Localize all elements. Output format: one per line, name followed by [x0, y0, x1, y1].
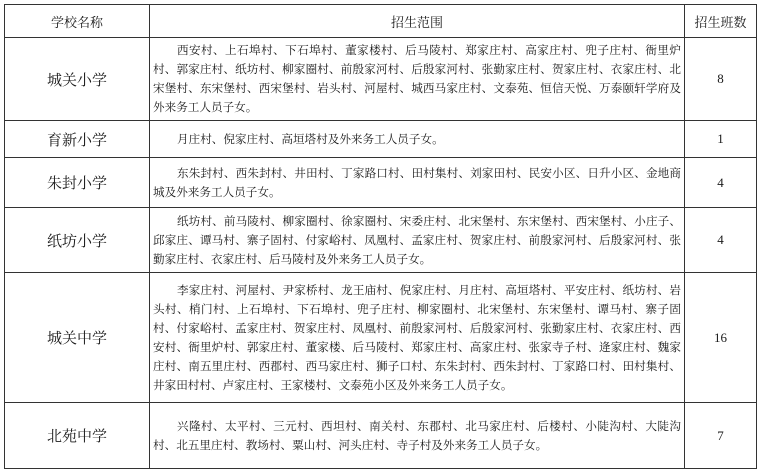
enrollment-range-cell	[150, 208, 685, 273]
class-count: 8	[685, 38, 757, 121]
class-count: 7	[685, 403, 757, 469]
enrollment-range-cell	[150, 403, 685, 469]
class-count: 1	[685, 121, 757, 158]
class-count: 4	[685, 158, 757, 208]
enrollment-table	[4, 4, 757, 469]
school-name: 朱封小学	[5, 158, 150, 208]
school-name: 北苑中学	[5, 403, 150, 469]
enrollment-range-text: 西安村、上石埠村、下石埠村、董家楼村、后马陵村、郑家庄村、高家庄村、兜子庄村、衙里炉村、郭家庄村、纸坊村、柳家圈村、前殷家河村、后殷家河村、张勤家庄村、贺家庄村、衣家庄村、北宋堡村、东宋堡村、西宋堡村、岩头村、河屋村、城西马家庄村、文泰苑、恒信天悦、万泰颐轩学府及外来务工人员子女。	[153, 43, 681, 114]
school-name: 城关中学	[5, 273, 150, 403]
table-header-row	[5, 5, 757, 38]
table-row	[5, 121, 757, 158]
enrollment-range-text: 月庄村、倪家庄村、高垣塔村及外来务工人员子女。	[177, 131, 444, 146]
enrollment-range-cell	[150, 158, 685, 208]
table-row	[5, 403, 757, 469]
enrollment-range-text: 兴隆村、太平村、三元村、西坦村、南关村、东郡村、北马家庄村、后楼村、小陡沟村、大陡沟村、北五里庄村、教场村、粟山村、河头庄村、寺子村及外来务工人员子女。	[153, 418, 681, 452]
table-row	[5, 158, 757, 208]
header-school-name: 学校名称	[5, 5, 150, 38]
header-enrollment-range: 招生范围	[150, 5, 685, 38]
class-count: 4	[685, 208, 757, 273]
table-row	[5, 38, 757, 121]
class-count: 16	[685, 273, 757, 403]
enrollment-range-text: 纸坊村、前马陵村、柳家圈村、徐家圈村、宋委庄村、北宋堡村、东宋堡村、西宋堡村、小庄子、邱家庄、谭马村、寨子固村、付家峪村、凤凰村、孟家庄村、贺家庄村、前殷家河村、后殷家河村、张勤家庄村、衣家庄村、后马陵村及外来务工人员子女。	[153, 213, 681, 266]
header-class-count: 招生班数	[685, 5, 757, 38]
enrollment-range-cell	[150, 38, 685, 121]
enrollment-range-text: 东朱封村、西朱封村、井田村、丁家路口村、田村集村、刘家田村、民安小区、日升小区、金地商城及外来务工人员子女。	[153, 165, 681, 199]
enrollment-range-text: 李家庄村、河屋村、尹家桥村、龙王庙村、倪家庄村、月庄村、高垣塔村、平安庄村、纸坊村、岩头村、梢门村、上石埠村、下石埠村、兜子庄村、柳家圈村、北宋堡村、东宋堡村、谭马村、寨子固村、付家峪村、孟家庄村、贺家庄村、凤凰村、前殷家河村、后殷家河村、张勤家庄村、衣家庄村、西安村、衙里炉村、郭家庄村、董家楼、后马陵村、郑家庄村、高家庄村、张家寺子村、逄家庄村、魏家庄村、南五里庄村、西郡村、西马家庄村、狮子口村、东朱封村、西朱封村、丁家路口村、田村集村、井家田村村、卢家庄村、王家楼村、文泰苑小区及外来务工人员子女。	[153, 282, 681, 392]
school-name: 育新小学	[5, 121, 150, 158]
table-row	[5, 273, 757, 403]
enrollment-range-cell	[150, 273, 685, 403]
school-name: 纸坊小学	[5, 208, 150, 273]
enrollment-range-cell	[150, 121, 685, 158]
table-row	[5, 208, 757, 273]
school-name: 城关小学	[5, 38, 150, 121]
